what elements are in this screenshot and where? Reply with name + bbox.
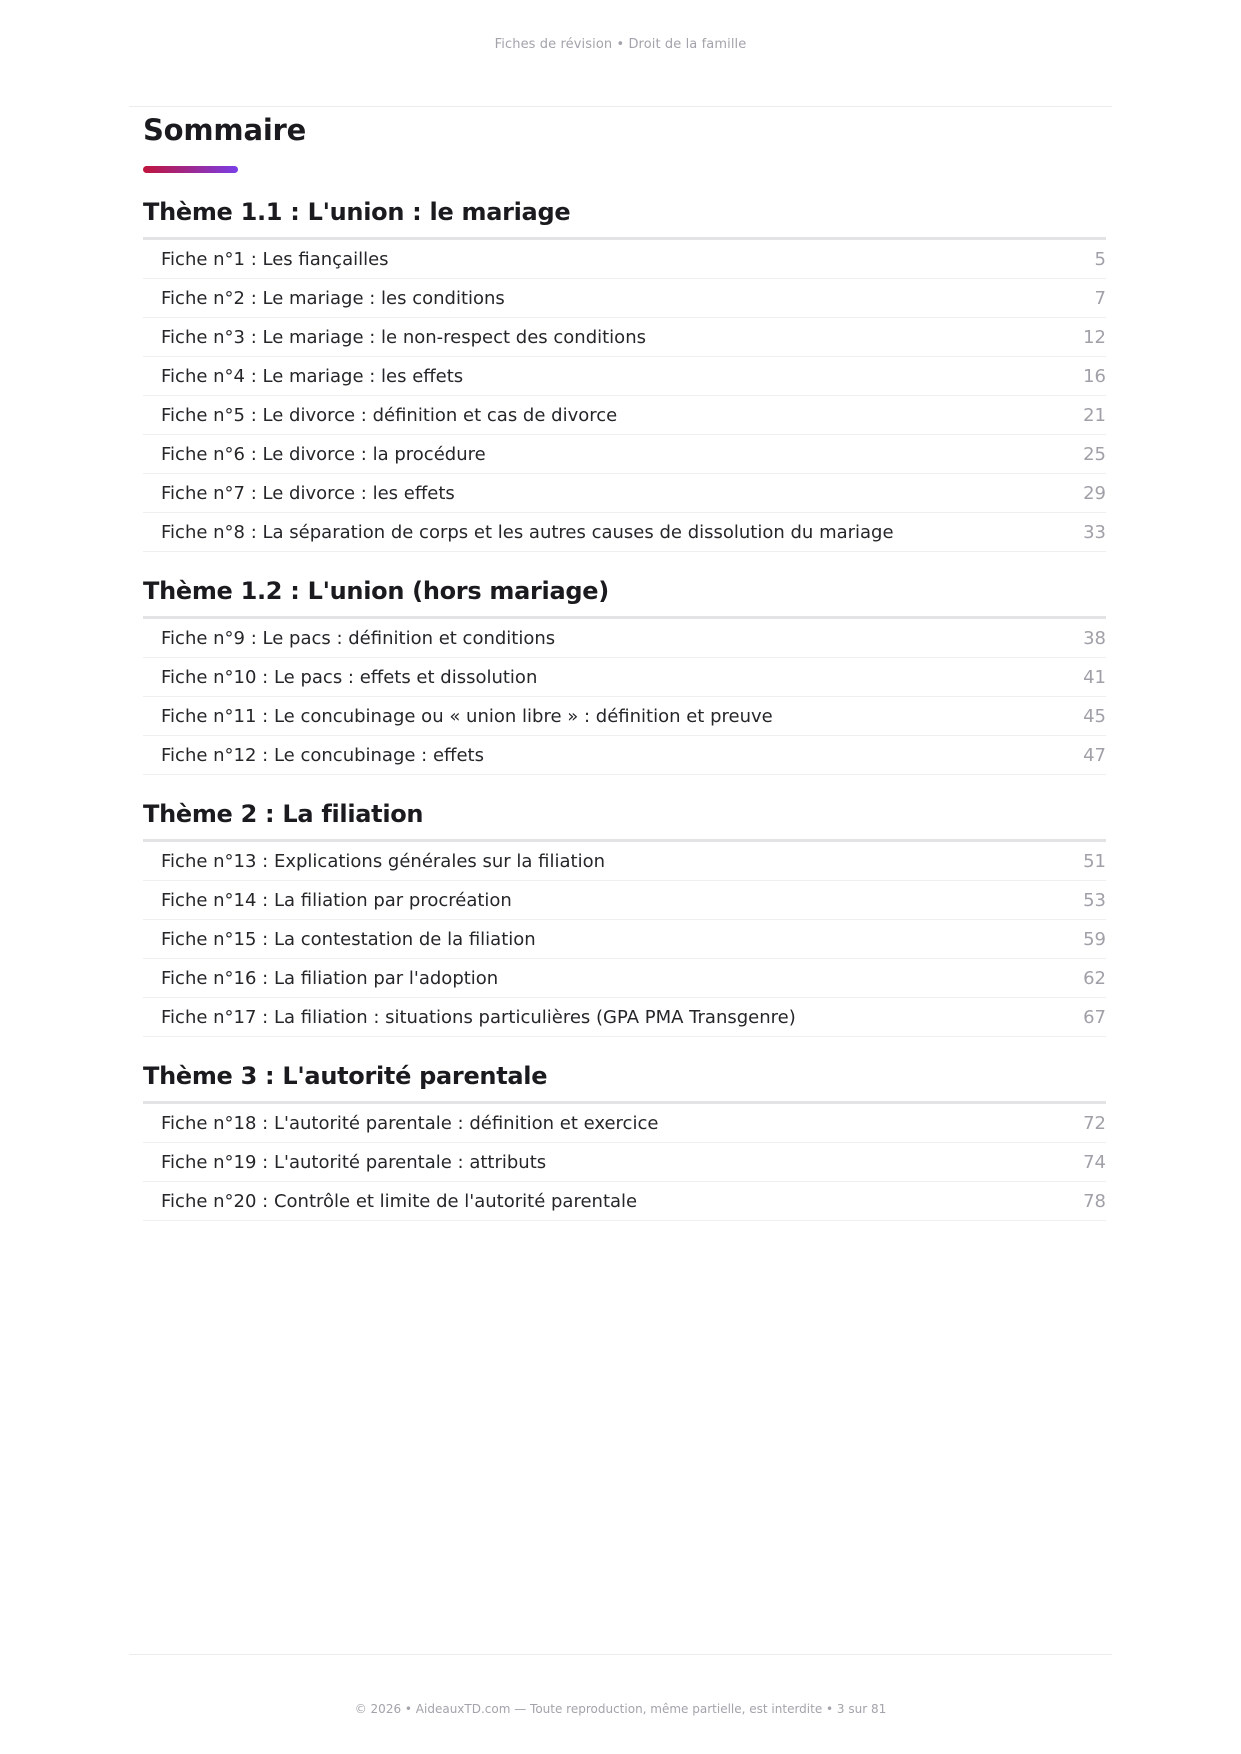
entry-page-number: 7 [1094,287,1106,309]
toc-entry[interactable] [143,474,1106,513]
toc-entry[interactable] [143,1182,1106,1221]
entry-page-number: 21 [1083,404,1106,426]
entry-page-number: 29 [1083,482,1106,504]
toc-entry[interactable] [143,435,1106,474]
table-of-contents [143,108,1106,1221]
entry-label: Fiche n°13 : Explications générales sur la filiation [161,850,606,872]
toc-entry[interactable] [143,318,1106,357]
toc-entry[interactable] [143,513,1106,552]
footer-divider [129,1654,1112,1655]
entry-label: Fiche n°9 : Le pacs : définition et conditions [161,627,556,649]
entry-list [143,240,1106,552]
entry-page-number: 59 [1083,928,1106,950]
theme-section [143,574,1106,775]
running-header: Fiches de révision • Droit de la famille [494,37,747,52]
toc-entry[interactable] [143,1143,1106,1182]
entry-page-number: 78 [1083,1190,1106,1212]
entry-label: Fiche n°10 : Le pacs : effets et dissolution [161,666,538,688]
toc-entry[interactable] [143,736,1106,775]
theme-title: Thème 1.2 : L'union (hors mariage) [143,574,1106,619]
toc-entry[interactable] [143,357,1106,396]
title-accent-bar [143,166,238,173]
entry-page-number: 47 [1083,744,1106,766]
toc-entry[interactable] [143,658,1106,697]
entry-list [143,619,1106,775]
theme-section [143,797,1106,1037]
entry-page-number: 5 [1094,248,1106,270]
entry-page-number: 12 [1083,326,1106,348]
entry-list [143,1104,1106,1221]
toc-entry[interactable] [143,959,1106,998]
entry-label: Fiche n°3 : Le mariage : le non-respect des conditions [161,326,646,348]
toc-entry[interactable] [143,920,1106,959]
entry-page-number: 38 [1083,627,1106,649]
entry-label: Fiche n°1 : Les fiançailles [161,248,389,270]
entry-page-number: 53 [1083,889,1106,911]
entry-label: Fiche n°4 : Le mariage : les effets [161,365,464,387]
page-footer: © 2026 • AideauxTD.com — Toute reproduction, même partielle, est interdite • 3 sur 81 [354,1702,887,1716]
header-divider [129,106,1112,107]
entry-label: Fiche n°17 : La filiation : situations particulières (GPA PMA Transgenre) [161,1006,796,1028]
toc-entry[interactable] [143,279,1106,318]
toc-entry[interactable] [143,842,1106,881]
entry-page-number: 25 [1083,443,1106,465]
entry-page-number: 33 [1083,521,1106,543]
entry-label: Fiche n°7 : Le divorce : les effets [161,482,455,504]
entry-label: Fiche n°5 : Le divorce : définition et cas de divorce [161,404,618,426]
entry-page-number: 45 [1083,705,1106,727]
entry-label: Fiche n°8 : La séparation de corps et les autres causes de dissolution du mariage [161,521,894,543]
entry-label: Fiche n°6 : Le divorce : la procédure [161,443,486,465]
toc-entry[interactable] [143,396,1106,435]
entry-label: Fiche n°18 : L'autorité parentale : définition et exercice [161,1112,659,1134]
entry-list [143,842,1106,1037]
entry-label: Fiche n°16 : La filiation par l'adoption [161,967,499,989]
entry-label: Fiche n°15 : La contestation de la filiation [161,928,536,950]
theme-title: Thème 2 : La filiation [143,797,1106,842]
entry-label: Fiche n°11 : Le concubinage ou « union libre » : définition et preuve [161,705,773,727]
toc-entry[interactable] [143,619,1106,658]
toc-entry[interactable] [143,1104,1106,1143]
theme-section [143,195,1106,552]
entry-page-number: 16 [1083,365,1106,387]
entry-page-number: 62 [1083,967,1106,989]
toc-entry[interactable] [143,881,1106,920]
toc-entry[interactable] [143,697,1106,736]
entry-page-number: 41 [1083,666,1106,688]
theme-section [143,1059,1106,1221]
theme-title: Thème 1.1 : L'union : le mariage [143,195,1106,240]
entry-page-number: 51 [1083,850,1106,872]
entry-label: Fiche n°14 : La filiation par procréation [161,889,512,911]
entry-label: Fiche n°12 : Le concubinage : effets [161,744,484,766]
theme-title: Thème 3 : L'autorité parentale [143,1059,1106,1104]
page-title: Sommaire [143,113,307,147]
entry-page-number: 67 [1083,1006,1106,1028]
entry-page-number: 74 [1083,1151,1106,1173]
toc-entry[interactable] [143,240,1106,279]
entry-label: Fiche n°20 : Contrôle et limite de l'autorité parentale [161,1190,638,1212]
entry-label: Fiche n°2 : Le mariage : les conditions [161,287,505,309]
entry-page-number: 72 [1083,1112,1106,1134]
toc-entry[interactable] [143,998,1106,1037]
entry-label: Fiche n°19 : L'autorité parentale : attributs [161,1151,547,1173]
